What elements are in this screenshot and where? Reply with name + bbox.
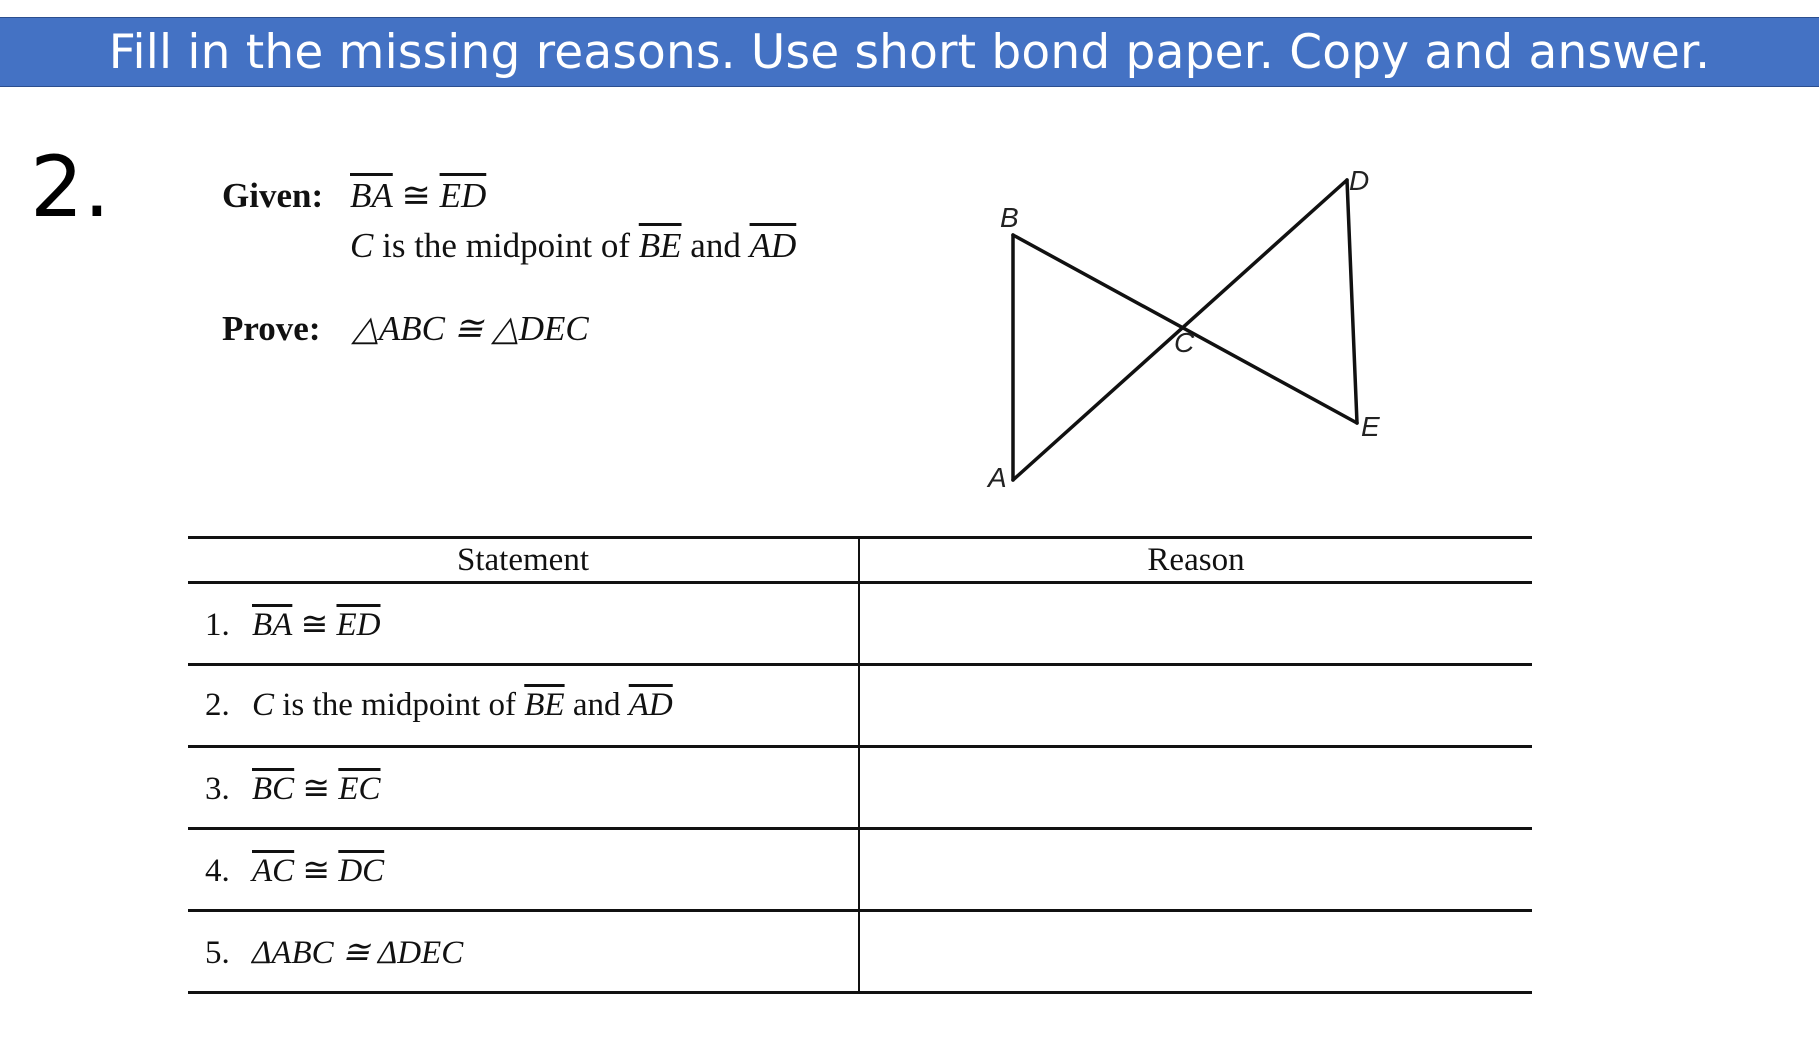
- table-row: [188, 829, 1532, 911]
- congruent-symbol: ≅: [294, 852, 339, 889]
- congruent-symbol: ≅: [292, 606, 337, 643]
- segment-ba: $\overline{BA}$: [350, 176, 393, 215]
- statement-header: Statement: [188, 538, 859, 583]
- statement-cell: [188, 911, 859, 993]
- segment-ba: $\overline{BA}$: [252, 606, 293, 643]
- segment-dc: $\overline{DC}$: [338, 852, 385, 889]
- segment-be: $\overline{BE}$: [524, 687, 565, 723]
- midpoint-text: is the midpoint of: [373, 226, 639, 265]
- problem-number: 2.: [30, 138, 111, 236]
- statement-cell: [188, 829, 859, 911]
- segment-ad: $\overline{AD}$: [628, 687, 673, 723]
- given-statement-2: [350, 226, 796, 266]
- segment-be: $\overline{BE}$: [638, 226, 682, 265]
- segment-line-de: [1347, 180, 1357, 423]
- reason-cell[interactable]: [859, 747, 1532, 829]
- reason-header: Reason: [859, 538, 1532, 583]
- row-number: 3.: [205, 770, 230, 807]
- table-header-row: [188, 538, 1532, 583]
- table-row: [188, 583, 1532, 665]
- row-number: 4.: [205, 852, 230, 889]
- midpoint-text: is the midpoint of: [274, 687, 525, 723]
- segment-ad: $\overline{AD}$: [749, 226, 797, 265]
- statement-cell: [188, 665, 859, 747]
- label-b: B: [1000, 202, 1019, 233]
- prove-label: Prove:: [222, 309, 321, 348]
- and-text: and: [681, 226, 750, 265]
- label-c: C: [1174, 327, 1195, 358]
- reason-cell[interactable]: [859, 583, 1532, 665]
- table-row: [188, 665, 1532, 747]
- label-d: D: [1349, 165, 1370, 196]
- proof-table: [188, 536, 1532, 994]
- row-number: 2.: [205, 687, 230, 723]
- segment-ec: $\overline{EC}$: [338, 770, 381, 807]
- table-row: [188, 911, 1532, 993]
- row-number: 1.: [205, 606, 230, 643]
- reason-cell[interactable]: [859, 665, 1532, 747]
- label-e: E: [1361, 411, 1380, 442]
- statement-cell: [188, 583, 859, 665]
- segment-bc: $\overline{BC}$: [252, 770, 295, 807]
- given-label: Given:: [222, 176, 324, 215]
- point-c: C: [350, 226, 374, 265]
- prove-statement: △ABC ≅ △DEC: [352, 309, 589, 348]
- segment-ac: $\overline{AC}$: [252, 852, 295, 889]
- congruent-symbol: ≅: [392, 176, 440, 215]
- triangle-congruence: ΔABC ≅ ΔDEC: [252, 934, 464, 971]
- reason-cell[interactable]: [859, 911, 1532, 993]
- row-number: 5.: [205, 934, 230, 971]
- statement-cell: [188, 747, 859, 829]
- instruction-banner: [0, 17, 1819, 87]
- point-c: C: [252, 687, 275, 723]
- bowtie-triangles-figure: [960, 160, 1400, 500]
- congruent-symbol: ≅: [294, 770, 339, 807]
- and-text: and: [564, 687, 629, 723]
- segment-ed: $\overline{ED}$: [336, 606, 381, 643]
- table-row: [188, 747, 1532, 829]
- instruction-text: Fill in the missing reasons. Use short bond paper. Copy and answer.: [108, 24, 1711, 80]
- label-a: A: [988, 462, 1007, 493]
- segment-ed: $\overline{ED}$: [439, 176, 487, 215]
- given-statement-1: [350, 176, 486, 216]
- reason-cell[interactable]: [859, 829, 1532, 911]
